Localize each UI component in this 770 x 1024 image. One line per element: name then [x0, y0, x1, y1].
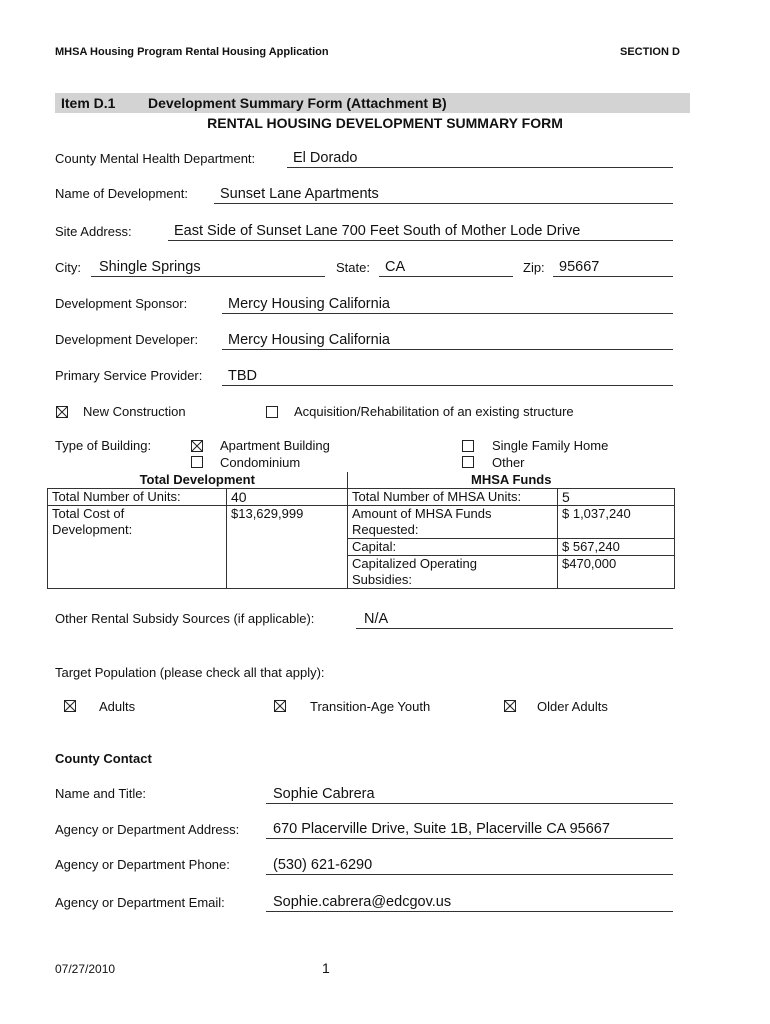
- empty-cell: [227, 556, 348, 589]
- city-underline: [91, 276, 325, 277]
- checkmark-x-icon: [505, 701, 515, 711]
- provider-underline: [222, 385, 673, 386]
- other-subsidy-underline: [356, 628, 673, 629]
- contact-name-field[interactable]: Sophie Cabrera: [273, 786, 375, 802]
- document-header-title: MHSA Housing Program Rental Housing Application: [55, 46, 329, 58]
- developer-label: Development Developer:: [55, 332, 199, 347]
- provider-label: Primary Service Provider:: [55, 368, 203, 383]
- contact-phone-field[interactable]: (530) 621-6290: [273, 857, 373, 873]
- total-cost-label-line2: Development:: [52, 522, 133, 537]
- city-label: City:: [55, 260, 81, 275]
- single-family-label: Single Family Home: [492, 438, 609, 453]
- acquisition-rehab-checkbox[interactable]: [266, 406, 278, 418]
- sponsor-underline: [222, 313, 673, 314]
- transition-age-youth-checkbox[interactable]: [274, 700, 286, 712]
- condominium-label: Condominium: [220, 455, 301, 470]
- operating-subsidies-label-line2: Subsidies:: [352, 572, 412, 587]
- development-name-field[interactable]: Sunset Lane Apartments: [220, 186, 379, 202]
- county-field[interactable]: El Dorado: [293, 150, 358, 166]
- city-field[interactable]: Shingle Springs: [99, 259, 201, 275]
- condominium-checkbox[interactable]: [191, 456, 203, 468]
- contact-email-underline: [266, 911, 673, 912]
- transition-age-youth-label: Transition-Age Youth: [310, 699, 431, 714]
- empty-cell: [48, 556, 227, 589]
- total-cost-value: $13,629,999: [227, 506, 348, 539]
- total-units-label: Total Number of Units:: [48, 489, 227, 506]
- mhsa-requested-label-line2: Requested:: [352, 522, 419, 537]
- total-development-header: Total Development: [48, 472, 348, 489]
- empty-cell: [227, 539, 348, 556]
- mhsa-funds-header: MHSA Funds: [348, 472, 675, 489]
- developer-underline: [222, 349, 673, 350]
- state-field[interactable]: CA: [385, 259, 406, 275]
- contact-email-label: Agency or Department Email:: [55, 895, 225, 910]
- form-title: RENTAL HOUSING DEVELOPMENT SUMMARY FORM: [207, 115, 563, 131]
- site-address-label: Site Address:: [55, 224, 132, 239]
- county-label: County Mental Health Department:: [55, 151, 256, 166]
- sponsor-label: Development Sponsor:: [55, 296, 188, 311]
- section-label: SECTION D: [620, 46, 680, 58]
- operating-subsidies-label-line1: Capitalized Operating: [352, 556, 478, 571]
- zip-field[interactable]: 95667: [559, 259, 600, 275]
- total-cost-label-line1: Total Cost of: [52, 506, 125, 521]
- other-subsidy-field[interactable]: N/A: [364, 611, 389, 627]
- checkmark-x-icon: [275, 701, 285, 711]
- other-building-label: Other: [492, 455, 525, 470]
- contact-address-label: Agency or Department Address:: [55, 822, 240, 837]
- contact-address-underline: [266, 838, 673, 839]
- apartment-building-checkbox[interactable]: [191, 440, 203, 452]
- county-contact-heading: County Contact: [55, 751, 152, 766]
- mhsa-units-value: 5: [558, 489, 675, 506]
- older-adults-checkbox[interactable]: [504, 700, 516, 712]
- contact-email-field[interactable]: Sophie.cabrera@edcgov.us: [273, 894, 452, 910]
- page-number: 1: [322, 960, 330, 976]
- county-underline: [287, 167, 673, 168]
- contact-name-label: Name and Title:: [55, 786, 147, 801]
- other-building-checkbox[interactable]: [462, 456, 474, 468]
- building-type-label: Type of Building:: [55, 438, 152, 453]
- sponsor-field[interactable]: Mercy Housing California: [228, 296, 390, 312]
- contact-address-field[interactable]: 670 Placerville Drive, Suite 1B, Placerville CA 95667: [273, 821, 610, 837]
- mhsa-units-label: Total Number of MHSA Units:: [348, 489, 558, 506]
- item-number: Item D.1: [61, 95, 116, 111]
- operating-subsidies-label: [348, 556, 558, 589]
- state-label: State:: [336, 260, 370, 275]
- summary-table: [47, 472, 675, 589]
- checkmark-x-icon: [192, 441, 202, 451]
- mhsa-requested-label-line1: Amount of MHSA Funds: [352, 506, 492, 521]
- development-name-underline: [214, 203, 673, 204]
- checkmark-x-icon: [65, 701, 75, 711]
- mhsa-requested-value: $ 1,037,240: [558, 506, 675, 539]
- operating-subsidies-value: $470,000: [558, 556, 675, 589]
- total-units-value: 40: [227, 489, 348, 506]
- provider-field[interactable]: TBD: [228, 368, 257, 384]
- new-construction-label: New Construction: [83, 404, 186, 419]
- adults-checkbox[interactable]: [64, 700, 76, 712]
- contact-name-underline: [266, 803, 673, 804]
- capital-value: $ 567,240: [558, 539, 675, 556]
- adults-label: Adults: [99, 699, 136, 714]
- zip-label: Zip:: [523, 260, 545, 275]
- acquisition-rehab-label: Acquisition/Rehabilitation of an existing structure: [294, 404, 574, 419]
- apartment-building-label: Apartment Building: [220, 438, 330, 453]
- other-subsidy-label: Other Rental Subsidy Sources (if applicable):: [55, 611, 315, 626]
- developer-field[interactable]: Mercy Housing California: [228, 332, 390, 348]
- contact-phone-underline: [266, 874, 673, 875]
- contact-phone-label: Agency or Department Phone:: [55, 857, 230, 872]
- target-population-label: Target Population (please check all that apply):: [55, 665, 325, 680]
- state-underline: [379, 276, 513, 277]
- development-name-label: Name of Development:: [55, 186, 188, 201]
- zip-underline: [553, 276, 673, 277]
- older-adults-label: Older Adults: [537, 699, 608, 714]
- capital-label: Capital:: [348, 539, 558, 556]
- mhsa-requested-label: [348, 506, 558, 539]
- total-cost-label: [48, 506, 227, 539]
- empty-cell: [48, 539, 227, 556]
- new-construction-checkbox[interactable]: [56, 406, 68, 418]
- site-address-field[interactable]: East Side of Sunset Lane 700 Feet South of Mother Lode Drive: [174, 223, 581, 239]
- checkmark-x-icon: [57, 407, 67, 417]
- item-title: Development Summary Form (Attachment B): [148, 95, 447, 111]
- site-address-underline: [168, 240, 673, 241]
- footer-date: 07/27/2010: [55, 962, 116, 976]
- single-family-checkbox[interactable]: [462, 440, 474, 452]
